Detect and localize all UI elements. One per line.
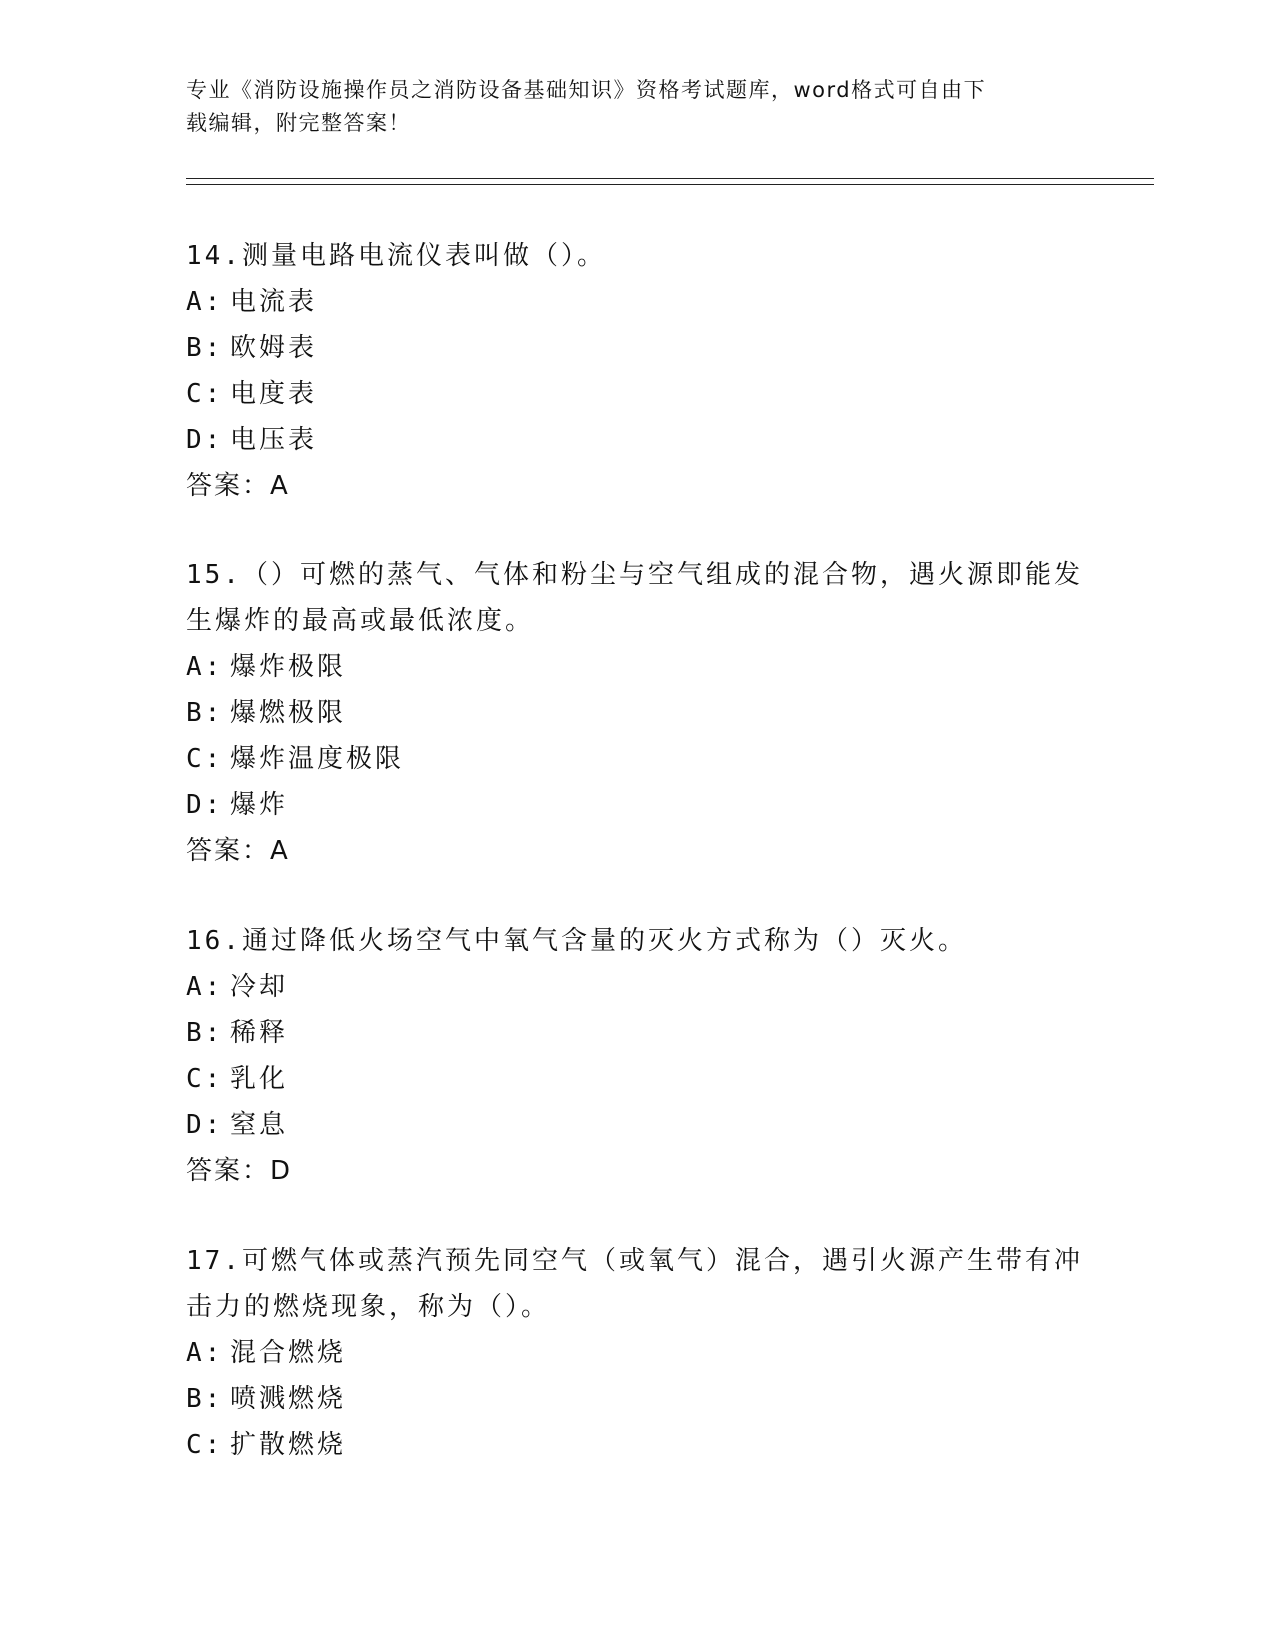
header-line: 专业《消防设施操作员之消防设备基础知识》资格考试题库，word格式可自由下: [186, 78, 987, 102]
option-key: A:: [186, 287, 224, 317]
option-key: D:: [186, 1110, 224, 1140]
option-text: 冷却: [230, 972, 289, 1002]
option-b: [186, 690, 1086, 736]
question-stem: 击力的燃烧现象，称为（）。: [186, 1292, 551, 1322]
option-c: [186, 1422, 1086, 1468]
option-key: B:: [186, 698, 224, 728]
option-key: B:: [186, 333, 224, 363]
option-text: 喷溅燃烧: [230, 1384, 347, 1414]
header-divider: [186, 178, 1154, 179]
option-key: A:: [186, 972, 224, 1002]
option-d: [186, 417, 1086, 463]
option-key: C:: [186, 379, 224, 409]
option-a: [186, 1330, 1086, 1376]
option-key: D:: [186, 790, 224, 820]
answer-line: 答案：A: [186, 836, 290, 866]
option-b: [186, 1376, 1086, 1422]
document-header: [186, 74, 1066, 140]
option-c: [186, 371, 1086, 417]
option-d: [186, 1102, 1086, 1148]
answer-line: 答案：A: [186, 471, 290, 501]
option-key: C:: [186, 1430, 224, 1460]
option-c: [186, 736, 1086, 782]
option-text: 扩散燃烧: [230, 1430, 347, 1460]
option-b: [186, 325, 1086, 371]
option-a: [186, 279, 1086, 325]
option-key: D:: [186, 425, 224, 455]
option-text: 乳化: [230, 1064, 289, 1094]
option-d: [186, 782, 1086, 828]
option-a: [186, 964, 1086, 1010]
option-text: 电度表: [230, 379, 318, 409]
option-text: 混合燃烧: [230, 1338, 347, 1368]
question-16: [186, 918, 1086, 1194]
question-stem: 15.（）可燃的蒸气、气体和粉尘与空气组成的混合物，遇火源即能发: [186, 560, 1083, 590]
question-stem: 14.测量电路电流仪表叫做（）。: [186, 241, 606, 271]
option-text: 欧姆表: [230, 333, 318, 363]
header-divider: [186, 184, 1154, 185]
option-text: 爆炸温度极限: [230, 744, 405, 774]
option-a: [186, 644, 1086, 690]
question-14: [186, 233, 1086, 509]
option-c: [186, 1056, 1086, 1102]
header-line: 载编辑，附完整答案！: [186, 111, 411, 135]
option-text: 爆炸: [230, 790, 289, 820]
option-text: 窒息: [230, 1110, 289, 1140]
question-stem: 17.可燃气体或蒸汽预先同空气（或氧气）混合，遇引火源产生带有冲: [186, 1246, 1083, 1276]
option-key: B:: [186, 1384, 224, 1414]
option-key: A:: [186, 1338, 224, 1368]
option-text: 电流表: [230, 287, 318, 317]
question-17: [186, 1238, 1086, 1468]
option-key: C:: [186, 744, 224, 774]
question-15: [186, 552, 1086, 874]
option-text: 稀释: [230, 1018, 289, 1048]
option-b: [186, 1010, 1086, 1056]
option-key: A:: [186, 652, 224, 682]
question-stem: 16.通过降低火场空气中氧气含量的灭火方式称为（）灭火。: [186, 926, 967, 956]
option-text: 电压表: [230, 425, 318, 455]
question-stem: 生爆炸的最高或最低浓度。: [186, 606, 535, 636]
answer-line: 答案：D: [186, 1156, 293, 1186]
option-text: 爆炸极限: [230, 652, 347, 682]
option-key: B:: [186, 1018, 224, 1048]
option-key: C:: [186, 1064, 224, 1094]
option-text: 爆燃极限: [230, 698, 347, 728]
